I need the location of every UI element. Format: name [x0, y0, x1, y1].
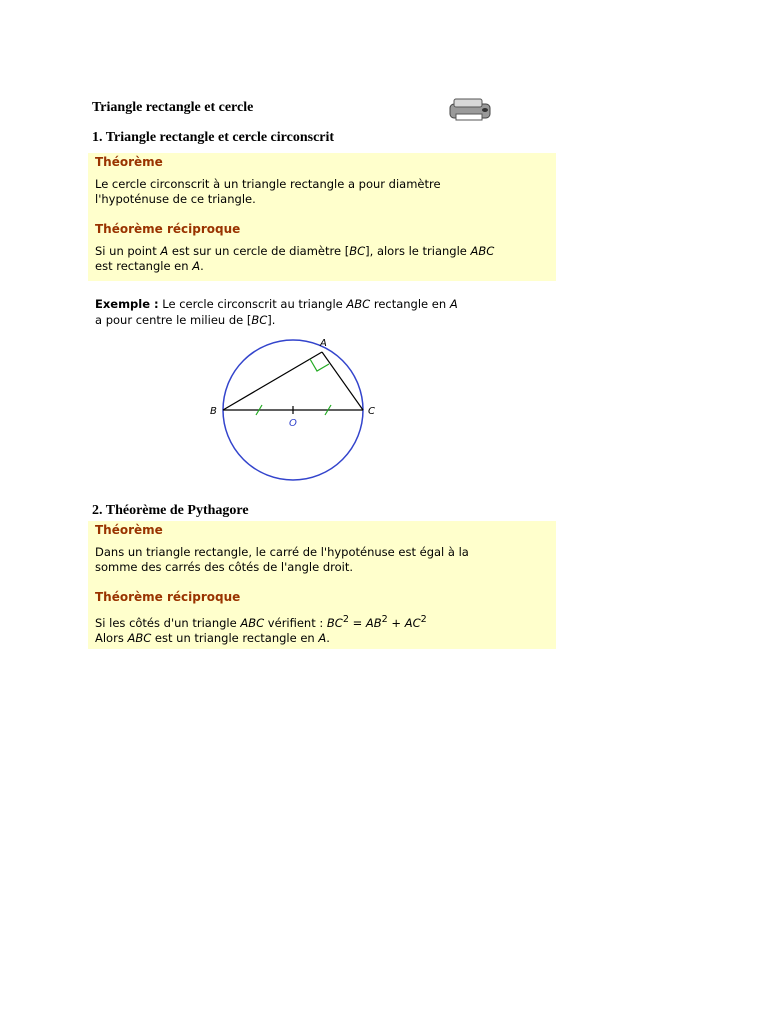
theorem-line-1: Dans un triangle rectangle, le carré de l'hypoténuse est égal à la — [95, 545, 469, 559]
theorem-title: Théorème — [95, 523, 163, 537]
theorem-line-1: Le cercle circonscrit à un triangle rectangle a pour diamètre — [95, 177, 441, 191]
section-heading-2: 2. Théorème de Pythagore — [92, 503, 249, 518]
reciprocal-line-2: Alors ABC est un triangle rectangle en A. — [95, 630, 330, 645]
example-text — [95, 296, 565, 328]
right-angle-mark — [310, 359, 329, 371]
label-c: C — [368, 406, 375, 417]
page-title: Triangle rectangle et cercle — [92, 100, 254, 115]
reciprocal-title: Théorème réciproque — [95, 222, 241, 236]
example-label: Exemple : — [95, 297, 159, 311]
reciprocal-title: Théorème réciproque — [95, 590, 241, 604]
label-b: B — [210, 406, 217, 417]
theorem-line-2: somme des carrés des côtés de l'angle droit. — [95, 560, 354, 574]
section-heading-1: 1. Triangle rectangle et cercle circonscrit — [92, 130, 335, 145]
theorem-title: Théorème — [95, 155, 163, 169]
label-a: A — [320, 338, 327, 349]
side-ab — [223, 352, 322, 410]
circle-triangle-diagram — [205, 333, 395, 483]
theorem-box-1 — [88, 153, 556, 281]
reciprocal-line-2: est rectangle en A. — [95, 259, 204, 273]
label-o: O — [289, 418, 297, 429]
theorem-box-2 — [88, 521, 556, 649]
example-line-2: a pour centre le milieu de [BC]. — [95, 313, 276, 327]
printer-icon[interactable] — [446, 96, 494, 122]
theorem-line-2: l'hypoténuse de ce triangle. — [95, 192, 256, 206]
reciprocal-line-1: Si un point A est sur un cercle de diamètre [BC], alors le triangle ABC — [95, 244, 495, 258]
example-line-1: Exemple : Le cercle circonscrit au triangle ABC rectangle en A — [95, 297, 458, 311]
reciprocal-line-1: Si les côtés d'un triangle ABC vérifient : $BC^2 = AB^2 + AC^2$ — [95, 614, 427, 630]
